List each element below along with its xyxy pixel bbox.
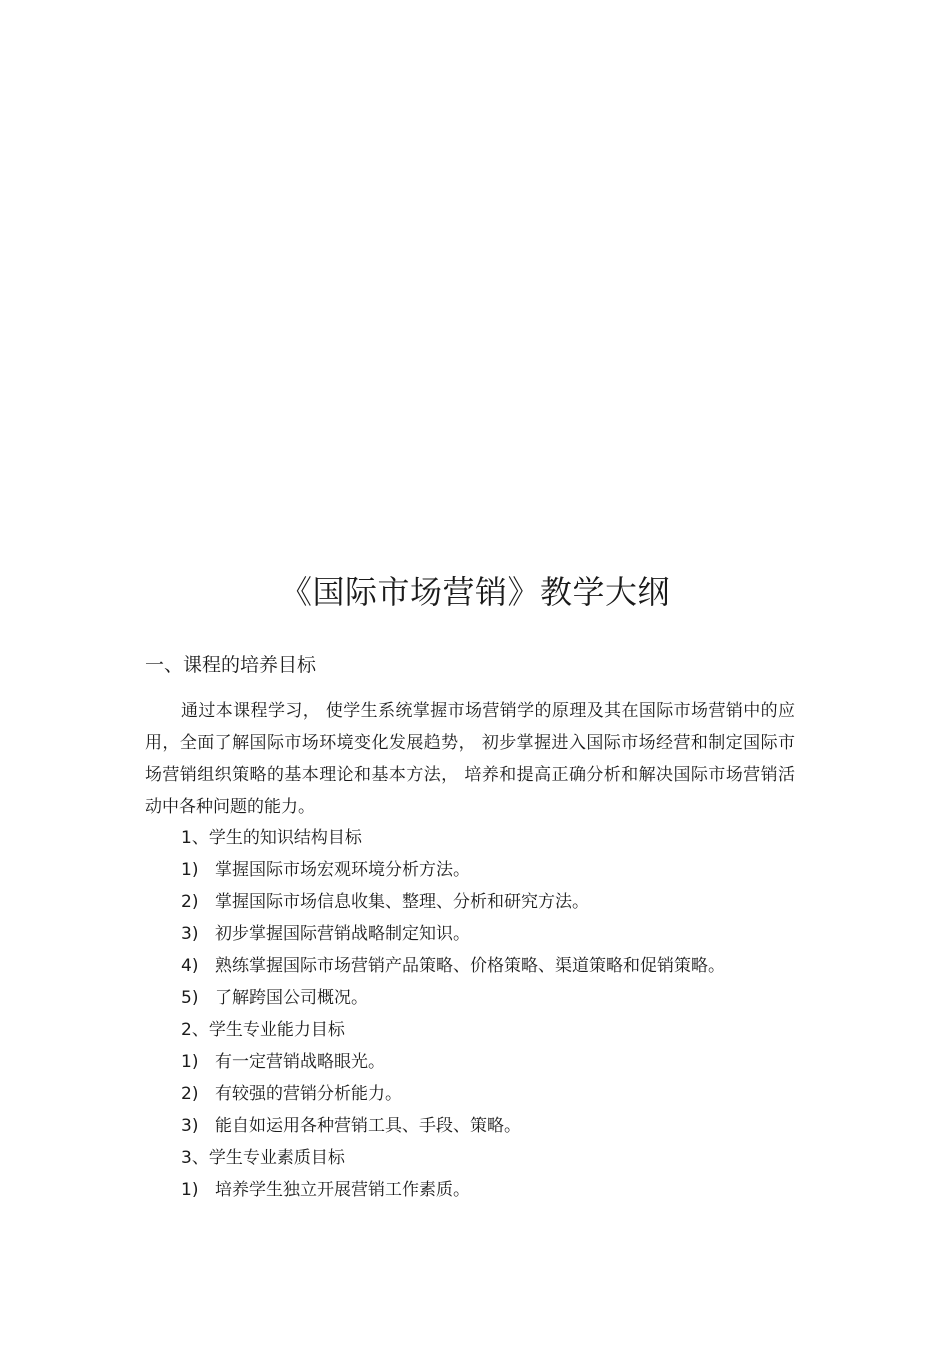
group-label: 1、学生的知识结构目标 [181, 828, 362, 848]
item-number: 1) [181, 1180, 199, 1200]
item-number: 2) [181, 1084, 199, 1104]
objective-group-quality [181, 1142, 801, 1174]
item-text: 掌握国际市场信息收集、整理、分析和研究方法。 [215, 892, 589, 912]
objective-item [181, 1110, 801, 1142]
objective-item [181, 918, 801, 950]
section-heading: 一、课程的培养目标 [145, 654, 317, 676]
objective-item [181, 1046, 801, 1078]
group-label: 3、学生专业素质目标 [181, 1148, 345, 1168]
item-number: 1) [181, 860, 199, 880]
objective-item [181, 854, 801, 886]
item-text: 初步掌握国际营销战略制定知识。 [215, 924, 470, 944]
item-text: 掌握国际市场宏观环境分析方法。 [215, 860, 470, 880]
objective-group-knowledge [181, 822, 801, 854]
item-text: 能自如运用各种营销工具、手段、策略。 [215, 1116, 521, 1136]
item-text: 有较强的营销分析能力。 [215, 1084, 402, 1104]
objective-item [181, 1078, 801, 1110]
group-label: 2、学生专业能力目标 [181, 1020, 345, 1040]
item-number: 3) [181, 1116, 199, 1136]
item-number: 3) [181, 924, 199, 944]
objective-group-ability [181, 1014, 801, 1046]
objective-item [181, 950, 801, 982]
objective-item [181, 886, 801, 918]
objective-item [181, 1174, 801, 1206]
item-number: 1) [181, 1052, 199, 1072]
document-title: 《国际市场营销》教学大纲 [279, 573, 670, 611]
item-text: 有一定营销战略眼光。 [215, 1052, 385, 1072]
objectives-list [181, 822, 801, 1206]
item-text: 培养学生独立开展营销工作素质。 [215, 1180, 470, 1200]
item-text: 熟练掌握国际市场营销产品策略、价格策略、渠道策略和促销策略。 [215, 956, 725, 976]
item-text: 了解跨国公司概况。 [215, 988, 368, 1008]
item-number: 5) [181, 988, 199, 1008]
item-number: 2) [181, 892, 199, 912]
objective-item [181, 982, 801, 1014]
intro-paragraph: 通过本课程学习， 使学生系统掌握市场营销学的原理及其在国际市场营销中的应用，全面了解国际市场环境变化发展趋势， 初步掌握进入国际市场经营和制定国际市场营销组织策略的基本理论和基本方法， 培养和提高正确分析和解决国际市场营销活动中各种问题的能力。 [145, 701, 795, 817]
item-number: 4) [181, 956, 199, 976]
